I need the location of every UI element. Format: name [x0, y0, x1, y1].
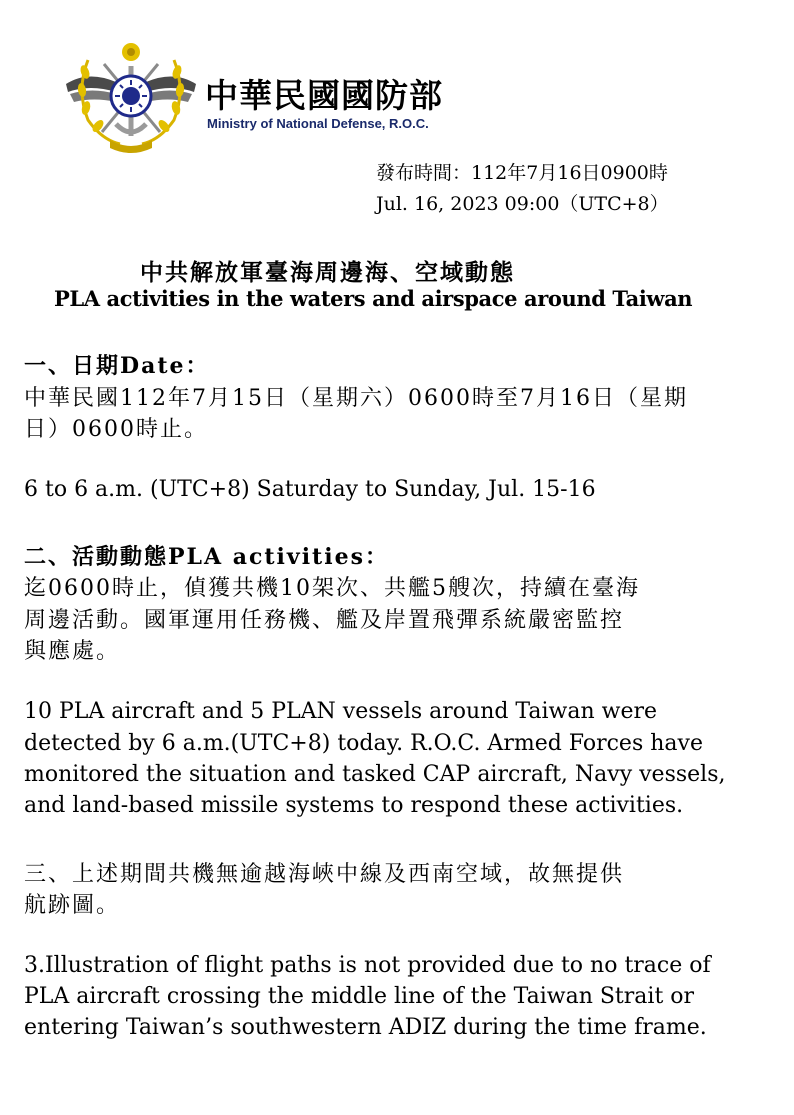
section-date-zh-line2: 日）0600時止。 — [24, 417, 208, 442]
section-date-en: 6 to 6 a.m. (UTC+8) Saturday to Sunday, Jul. 15-16 — [24, 477, 596, 502]
section-activities-en-line1: 10 PLA aircraft and 5 PLAN vessels around Taiwan were — [24, 699, 658, 724]
section-date-heading: 一、日期Date： — [24, 353, 210, 379]
ministry-name-zh: 中華民國國防部 — [205, 76, 443, 115]
section-activities-en-line2: detected by 6 a.m.(UTC+8) today. R.O.C. Armed Forces have — [24, 731, 703, 756]
section-activities-zh-line1: 迄0600時止，偵獲共機10架次、共艦5艘次，持續在臺海 — [24, 576, 640, 601]
section-activities-en-line3: monitored the situation and tasked CAP aircraft, Navy vessels, — [24, 762, 726, 787]
section-flight-paths-en-line1: 3.Illustration of flight paths is not provided due to no trace of — [24, 953, 711, 978]
ministry-name-en: Ministry of National Defense, R.O.C. — [207, 116, 429, 131]
ministry-emblem-icon — [58, 40, 204, 162]
section-activities-en-line4: and land-based missile systems to respond these activities. — [24, 793, 684, 818]
publish-time-en: Jul. 16, 2023 09:00（UTC+8） — [376, 193, 669, 215]
section-activities-zh-line2: 周邊活動。國軍運用任務機、艦及岸置飛彈系統嚴密監控 — [24, 608, 625, 633]
page-title-en: PLA activities in the waters and airspace around Taiwan — [54, 286, 693, 311]
section-activities-zh-line3: 與應處。 — [24, 639, 121, 664]
section-activities-heading: 二、活動動態PLA activities： — [24, 544, 389, 570]
section-flight-paths-zh-line2: 航跡圖。 — [24, 893, 121, 918]
section-flight-paths-en-line2: PLA aircraft crossing the middle line of the Taiwan Strait or — [24, 984, 695, 1009]
publish-time-zh: 發布時間：112年7月16日0900時 — [376, 162, 668, 184]
page-title-zh: 中共解放軍臺海周邊海、空域動態 — [140, 259, 515, 286]
section-flight-paths-en-line3: entering Taiwan’s southwestern ADIZ during the time frame. — [24, 1015, 707, 1040]
section-date-zh-line1: 中華民國112年7月15日（星期六）0600時至7月16日（星期 — [24, 386, 688, 411]
section-flight-paths-zh-line1: 三、上述期間共機無逾越海峽中線及西南空域，故無提供 — [24, 862, 625, 887]
